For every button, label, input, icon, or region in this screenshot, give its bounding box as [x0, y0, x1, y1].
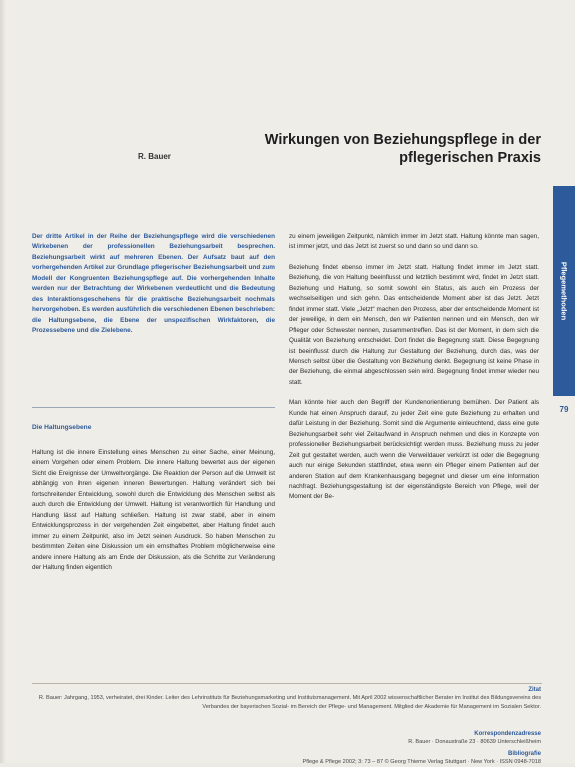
- author-name: R. Bauer: [138, 152, 171, 161]
- article-title: [211, 131, 541, 167]
- right-column: [289, 232, 539, 513]
- footer-zitat: [21, 686, 541, 711]
- address-text: R. Bauer · Donaustraße 23 · 80639 Unterschleißheim: [408, 739, 541, 746]
- footer-divider: [32, 683, 542, 684]
- bibliography-text: Pflege & Pflege 2002; 3: 73 – 87 © Georg Thieme Verlag Stuttgart · New York · ISSN 0948-7018: [302, 759, 541, 766]
- abstract: Der dritte Artikel in der Reihe der Beziehungspflege wird die verschiedenen Wirkebenen der professionellen Beziehungsarbeit besprechen. Beziehungsarbeit wirkt auf mehreren Ebenen. Der Aufsatz baut auf den vorhergehenden Artikel zur Grundlage pflegerischer Beziehungsarbeit und zum Modell der Kongruenten Beziehungspflege auf. Die vorhergehenden Inhalte werden nur der Betrachtung der Wirkebenen verdeutlicht und die Bedeutung des Interaktionsgeschehens für die praktische Beziehungsarbeit nochmals hervorgehoben. Es werden ausführlich die verschiedenen Ebenen beschrieben: die Haltungsebene, die Ebene der unspezifischen Wirkfaktoren, die Prozessebene und die Zielebene.: [32, 233, 275, 335]
- section-heading: Die Haltungsebene: [32, 424, 92, 431]
- zitat-text: R. Bauer: Jahrgang, 1953, verheiratet, drei Kinder. Leiter des Lehrinstituts für Beziehungsmarketing und Institutsmanagement. Mit April 2002 wissenschaftlicher Berater im Institut des Bildungsvereins des Verbandes der bayerischen Sozial- im Bereich der Pflege- und Management. Mitglied der Akademie für Management im Sozialen Sektor.: [38, 695, 541, 710]
- right-paragraph-3: Man könnte hier auch den Begriff der Kundenorientierung bemühen. Der Patient als Kunde hat einen Anspruch darauf, zu jeder Zeit eine gute Beziehung zu erhalten und dafür Leistung in der Beziehung. Somit sind die Argumente einleuchtend, dass eine gute Beziehungsarbeit sehr viel Zeitaufwand in Anspruch nehmen und dies in Konzepte von professioneller Beziehungsarbeit berücksichtigt werden muss. Beziehung muss zu jeder Zeit gut gestaltet werden, auch wenn die Verweildauer verkürzt ist oder die Begegnung auch nur einige Sekunden stattfindet, etwa wenn ein Pfleger einem Patienten auf der anderen Station auf dem Krankenhausgang begegnet und dieser um eine Information nachfragt. Beziehungsgestaltung ist der eigenständigste Bereich von Pflege, weil der Moment der Be-: [289, 399, 539, 501]
- section-side-tab: [553, 186, 575, 396]
- title-line-1: Wirkungen von Beziehungspflege in der: [264, 132, 541, 148]
- scan-shadow: [0, 0, 6, 763]
- left-paragraph-1: Haltung ist die innere Einstellung eines Menschen zu einer Sache, einer Meinung, einem Vorgehen oder einem Problem. Die innere Haltung bewertet aus der eigenen Sicht die Ereignisse der Umweltvorgänge. Die Reaktion der Person auf die Umwelt ist abhängig von ihren eigenen inneren Bewertungen. Haltung verändert sich bei fortschreitender Entwicklung, sowohl durch die Entwicklung des Menschen selbst als auch durch die Entwicklung der Umwelt. Haltung ist verantwortlich für Handlung und Handlung lässt auf Haltung schließen. Haltung ist zwar stabil, aber in einem Entwicklungsprozess in der vergehenden Zeit eingebettet, aber Haltung findet auch immer zu einem Zeitpunkt, also im Jetzt seinen Ausdruck. So haben Menschen zu bestimmten Zeiten eine Diskussion um ein ernsthaftes Problem möglicherweise eine andere innere Haltung als am Ende der Diskussion, als die Schritte zur Veränderung der Haltung finden eigentlich: [32, 449, 275, 571]
- footer-bibliography: [21, 750, 541, 767]
- zitat-heading: Zitat: [528, 687, 541, 693]
- page-number: 79: [559, 405, 569, 414]
- left-column: [32, 448, 275, 583]
- right-paragraph-2: Beziehung findet ebenso immer im Jetzt statt. Haltung findet immer im Jetzt statt. Beziehung, die von Haltung beeinflusst und letztlich bestimmt wird, findet im Jetzt statt. Beziehung und Haltung, so somit sowohl ein Status, als auch ein Prozess der wechselseitigen und sich gehn. Das entscheidende Moment aber ist das Jetzt. Jetzt findet immer statt. Viele „Jetzt“ machen den Prozess, aber der entscheidende Moment ist der jeweilige, in dem ein Mensch, den wir Patienten nennen und ein Mensch, den wir Pfleger oder Schwester nennen, zusammentreffen. Das ist der Moment, in dem sich die Qualität von Beziehung entscheidet. Dort findet die Begegnung statt. Diese Begegnung ist beeinflusst durch die Haltung zur Gestaltung der Beziehung, durch das, was der Mensch selbst über die Gestaltung von Beziehung denkt. Begegnung ist keine Phase in der Beziehung, die einmal abgeschlossen sein wird. Begegnung findet immer wieder neu statt.: [289, 263, 539, 386]
- abstract-divider: [32, 407, 275, 408]
- right-paragraph-1: zu einem jeweiligen Zeitpunkt, nämlich immer im Jetzt statt. Haltung könnte man sagen, ist immer jetzt, und das Jetzt ist zuerst so und dann so und dann so.: [289, 233, 539, 251]
- side-tab-label: Pflegemethoden: [559, 261, 569, 321]
- address-heading: Korrespondenzadresse: [474, 731, 541, 737]
- footer-address: [21, 730, 541, 747]
- bibliography-heading: Bibliografie: [507, 751, 541, 757]
- title-line-2: pflegerischen Praxis: [399, 150, 541, 166]
